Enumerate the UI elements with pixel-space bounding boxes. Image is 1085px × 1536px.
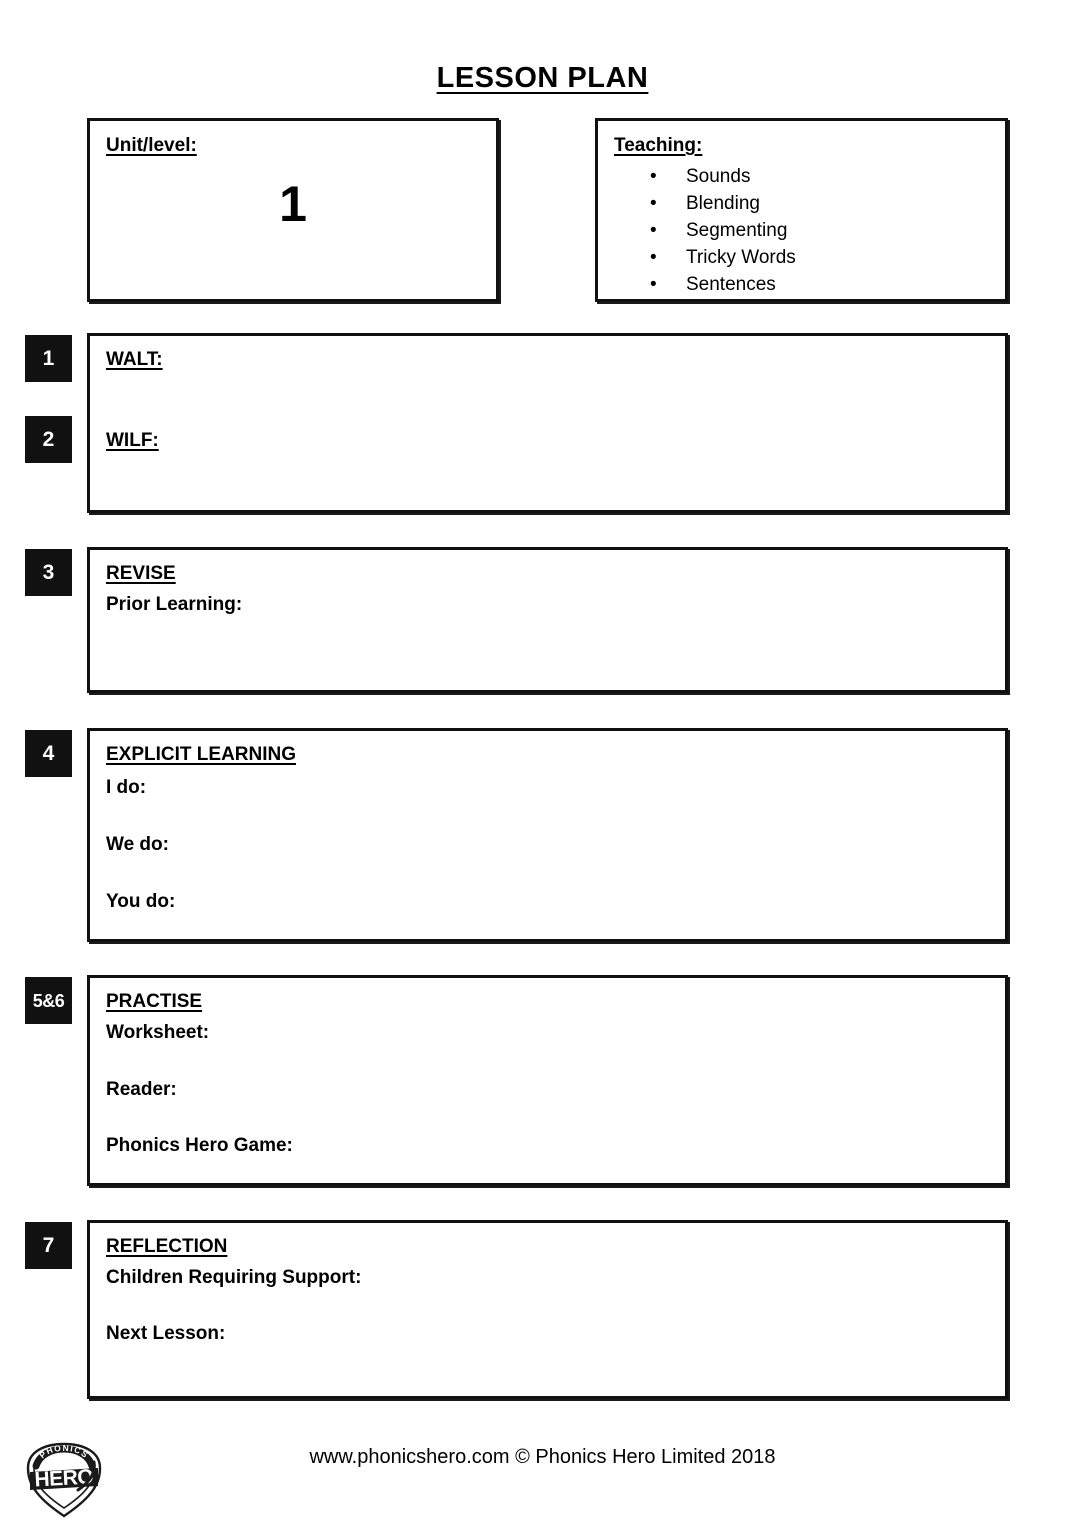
list-item: [642, 271, 796, 298]
step-badge-2: 2: [25, 416, 72, 463]
page-title: LESSON PLAN: [436, 62, 649, 94]
next-lesson-label: Next Lesson:: [106, 1323, 226, 1344]
phonics-hero-game-label: Phonics Hero Game:: [106, 1135, 293, 1156]
unit-level-box[interactable]: [87, 118, 499, 302]
step-badge-7: 7: [25, 1222, 72, 1269]
practise-heading: PRACTISE: [106, 991, 203, 1012]
list-item: [642, 190, 796, 217]
list-item-label: Tricky Words: [686, 247, 796, 268]
explicit-learning-box[interactable]: [87, 728, 1008, 942]
svg-text:HERO: HERO: [33, 1465, 94, 1492]
revise-heading: REVISE: [106, 563, 176, 584]
footer-copyright: www.phonicshero.com © Phonics Hero Limited 2018: [309, 1446, 776, 1468]
step-badge-3: 3: [25, 549, 72, 596]
worksheet-label: Worksheet:: [106, 1022, 210, 1043]
walt-wilf-box[interactable]: [87, 333, 1008, 513]
step-badge-5-6: 5&6: [25, 977, 72, 1024]
svg-text:PHONICS: PHONICS: [37, 1442, 91, 1461]
we-do-label: We do:: [106, 834, 169, 855]
teaching-box[interactable]: [595, 118, 1008, 302]
unit-level-value: 1: [279, 176, 307, 232]
bullet-icon: •: [650, 274, 657, 295]
reflection-box[interactable]: [87, 1220, 1008, 1399]
list-item-label: Sounds: [686, 166, 751, 187]
reader-label: Reader:: [106, 1079, 177, 1100]
i-do-label: I do:: [106, 777, 147, 798]
wilf-label: WILF:: [106, 430, 159, 451]
step-badge-4: 4: [25, 730, 72, 777]
list-item-label: Blending: [686, 193, 760, 214]
bullet-icon: •: [650, 193, 657, 214]
explicit-learning-heading: EXPLICIT LEARNING: [106, 744, 297, 765]
you-do-label: You do:: [106, 891, 176, 912]
unit-level-label: Unit/level:: [106, 135, 197, 156]
teaching-list: [642, 163, 796, 298]
bullet-icon: •: [650, 247, 657, 268]
list-item: [642, 244, 796, 271]
step-badge-1: 1: [25, 335, 72, 382]
list-item: [642, 217, 796, 244]
bullet-icon: •: [650, 166, 657, 187]
revise-box[interactable]: [87, 547, 1008, 693]
bullet-icon: •: [650, 220, 657, 241]
teaching-label: Teaching:: [614, 135, 703, 156]
prior-learning-label: Prior Learning:: [106, 594, 243, 615]
children-requiring-support-label: Children Requiring Support:: [106, 1267, 362, 1288]
reflection-heading: REFLECTION: [106, 1236, 228, 1257]
walt-label: WALT:: [106, 349, 163, 370]
list-item: [642, 163, 796, 190]
list-item-label: Sentences: [686, 274, 776, 295]
practise-box[interactable]: [87, 975, 1008, 1186]
list-item-label: Segmenting: [686, 220, 788, 241]
